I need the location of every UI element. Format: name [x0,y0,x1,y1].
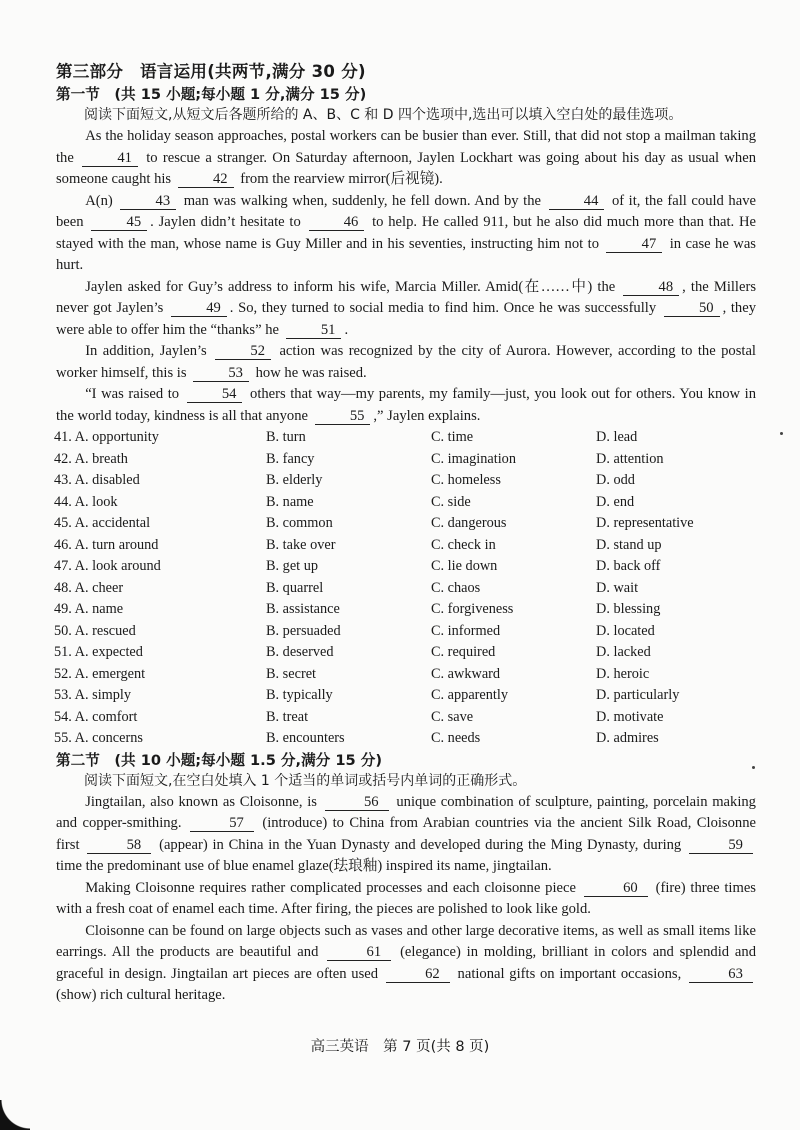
blank-59: 59 [689,837,753,854]
option-d: D. lead [596,429,638,445]
option-d: D. attention [596,450,664,467]
option-a: 47. A. look around [54,558,161,574]
option-b: B. fancy [266,450,315,467]
option-row [54,642,744,664]
passage-paragraph: Jingtailan, also known as Cloisonne, is 56 unique combination of sculpture, painting, porcelain making and copper-smithing. 57 (introduce) to China from Arabian countries via the ancient Silk Road, Cloisonne first 58 (appear) in China in the Yuan Dynasty and developed during the Ming Dynasty, during 59 time the predominant use of blue enamel glaze(珐琅釉) inspired its name, jingtailan. [56,793,756,874]
option-c: C. informed [431,622,501,639]
option-b: B. encounters [266,730,345,746]
option-row [54,664,744,686]
passage-paragraph: A(n) 43 man was walking when, suddenly, he fell down. And by the 44 of it, the fall could have been 45 . Jaylen didn’t hesitate to 46 to help. He called 911, but he also did much more than that. He stayed with the man, whose name is Guy Miller and in his seventies, instructing him not to 47 in case he was hurt. [56,192,757,273]
section1-title: 第一节 (共 15 小题;每小题 1 分,满分 15 分) [56,86,367,103]
option-a: 51. A. expected [54,644,143,660]
passage-paragraph: In addition, Jaylen’s 52 action was recognized by the city of Aurora. However, according to the postal worker himself, this is 53 how he was raised. [56,343,756,381]
blank-60: 60 [584,880,648,897]
blank-43: 43 [120,193,176,210]
blank-57: 57 [190,815,254,832]
option-row [54,578,744,600]
option-c: C. lie down [431,558,498,574]
option-a: 48. A. cheer [54,579,124,596]
passage-paragraph: As the holiday season approaches, postal workers can be busier than ever. Still, that did not stop a mailman taking the 41 to rescue a stranger. On Saturday afternoon, Jaylen Lockhart was going about his day as usual when someone caught his 42 from the rearview mirror(后视镜). [56,128,756,187]
option-a: 52. A. emergent [54,665,146,682]
blank-62: 62 [386,966,450,983]
option-c: C. dangerous [431,515,507,531]
option-b: B. turn [266,429,306,445]
blank-56: 56 [325,794,389,811]
blank-63: 63 [689,966,753,983]
option-row [54,556,744,578]
option-c: C. time [431,429,474,445]
option-b: B. persuaded [266,622,341,639]
option-a: 41. A. opportunity [54,429,159,445]
blank-49: 49 [171,300,227,317]
blank-54: 54 [187,386,243,403]
option-c: C. homeless [431,472,501,488]
option-c: C. check in [431,536,496,553]
option-row [54,707,744,729]
option-row [54,535,744,557]
blank-55: 55 [315,408,371,425]
blank-61: 61 [327,944,391,961]
option-b: B. assistance [266,601,340,617]
option-b: B. secret [266,665,317,682]
option-a: 43. A. disabled [54,472,140,488]
option-c: C. forgiveness [431,601,514,617]
option-a: 49. A. name [54,601,124,617]
option-a: 44. A. look [54,493,118,510]
option-row [54,599,744,621]
passage-paragraph: “I was raised to 54 others that way—my parents, my family—just, you look out for others. You know in the world today, kindness is all that anyone 55 ,” Jaylen explains. [56,386,756,424]
option-c: C. awkward [431,665,501,682]
option-a: 53. A. simply [54,687,132,703]
option-c: C. needs [431,730,481,746]
option-b: B. name [266,493,314,510]
scan-corner-shadow [0,1100,30,1130]
option-c: C. save [431,708,474,725]
section2-instruction: 阅读下面短文,在空白处填入 1 个适当的单词或括号内单词的正确形式。 [84,772,527,789]
options-table [54,427,744,750]
option-a: 45. A. accidental [54,515,151,531]
option-d: D. odd [596,472,635,488]
option-a: 55. A. concerns [54,730,143,746]
passage-paragraph: Making Cloisonne requires rather complicated processes and each cloisonne piece 60 (fire) three times with a fresh coat of enamel each time. After firing, the pieces are polished to look like gold. [56,879,756,917]
exam-page [56,60,756,1007]
scan-speck [780,432,783,435]
blank-45: 45 [91,214,147,231]
option-d: D. heroic [596,665,650,682]
option-a: 54. A. comfort [54,708,138,725]
option-d: D. end [596,493,635,510]
option-c: C. imagination [431,450,516,467]
option-row [54,621,744,643]
option-d: D. motivate [596,708,664,725]
option-a: 42. A. breath [54,450,128,467]
option-c: C. apparently [431,687,509,703]
option-b: B. common [266,515,333,531]
part-title: 第三部分 语言运用(共两节,满分 30 分) [56,62,366,81]
option-b: B. deserved [266,644,334,660]
option-a: 50. A. rescued [54,622,136,639]
blank-52: 52 [215,343,271,360]
option-d: D. wait [596,579,639,596]
option-b: B. quarrel [266,579,324,596]
option-d: D. lacked [596,644,651,660]
option-row [54,470,744,492]
option-row [54,513,744,535]
option-a: 46. A. turn around [54,536,159,553]
option-c: C. chaos [431,579,481,596]
option-c: C. side [431,493,471,510]
section1-instruction: 阅读下面短文,从短文后各题所给的 A、B、C 和 D 四个选项中,选出可以填入空白处的最佳选项。 [84,107,683,123]
blank-50: 50 [664,300,720,317]
option-row [54,685,744,707]
option-b: B. typically [266,687,333,703]
option-d: D. admires [596,730,659,746]
option-d: D. located [596,622,655,639]
option-d: D. stand up [596,536,662,553]
blank-58: 58 [87,837,151,854]
passage-paragraph: Jaylen asked for Guy’s address to inform his wife, Marcia Miller. Amid(在……中) the 48 , the Millers never got Jaylen’s 49 . So, they turned to social media to find him. Once he was successfully 50 , they were able to offer him the “thanks” he 51 . [56,278,756,338]
option-b: B. take over [266,536,336,553]
blank-53: 53 [193,365,249,382]
option-b: B. get up [266,558,319,574]
option-d: D. back off [596,558,661,574]
option-d: D. representative [596,515,694,531]
option-row [54,427,744,449]
blank-48: 48 [623,279,679,296]
option-d: D. blessing [596,601,661,617]
option-row [54,449,744,471]
option-b: B. treat [266,708,309,725]
blank-46: 46 [309,214,365,231]
option-c: C. required [431,644,496,660]
blank-41: 41 [82,150,138,167]
section2-title: 第二节 (共 10 小题;每小题 1.5 分,满分 15 分) [56,751,382,769]
passage-paragraph: Cloisonne can be found on large objects such as vases and other large decorative items, as well as small items like earrings. All the products are beautiful and 61 (elegance) in molding, brilliant in colors and splendid and graceful in design. Jingtailan art pieces are often used 62 national gifts on important occasions, 63 (show) rich cultural heritage. [56,922,756,1003]
option-row [54,728,744,750]
blank-44: 44 [549,193,605,210]
option-row [54,492,744,514]
option-b: B. elderly [266,472,323,488]
page-footer: 高三英语 第 7 页(共 8 页) [310,1039,490,1055]
blank-47: 47 [606,236,662,253]
option-d: D. particularly [596,687,680,703]
blank-42: 42 [178,171,234,188]
scan-speck [752,766,755,769]
blank-51: 51 [286,322,342,339]
